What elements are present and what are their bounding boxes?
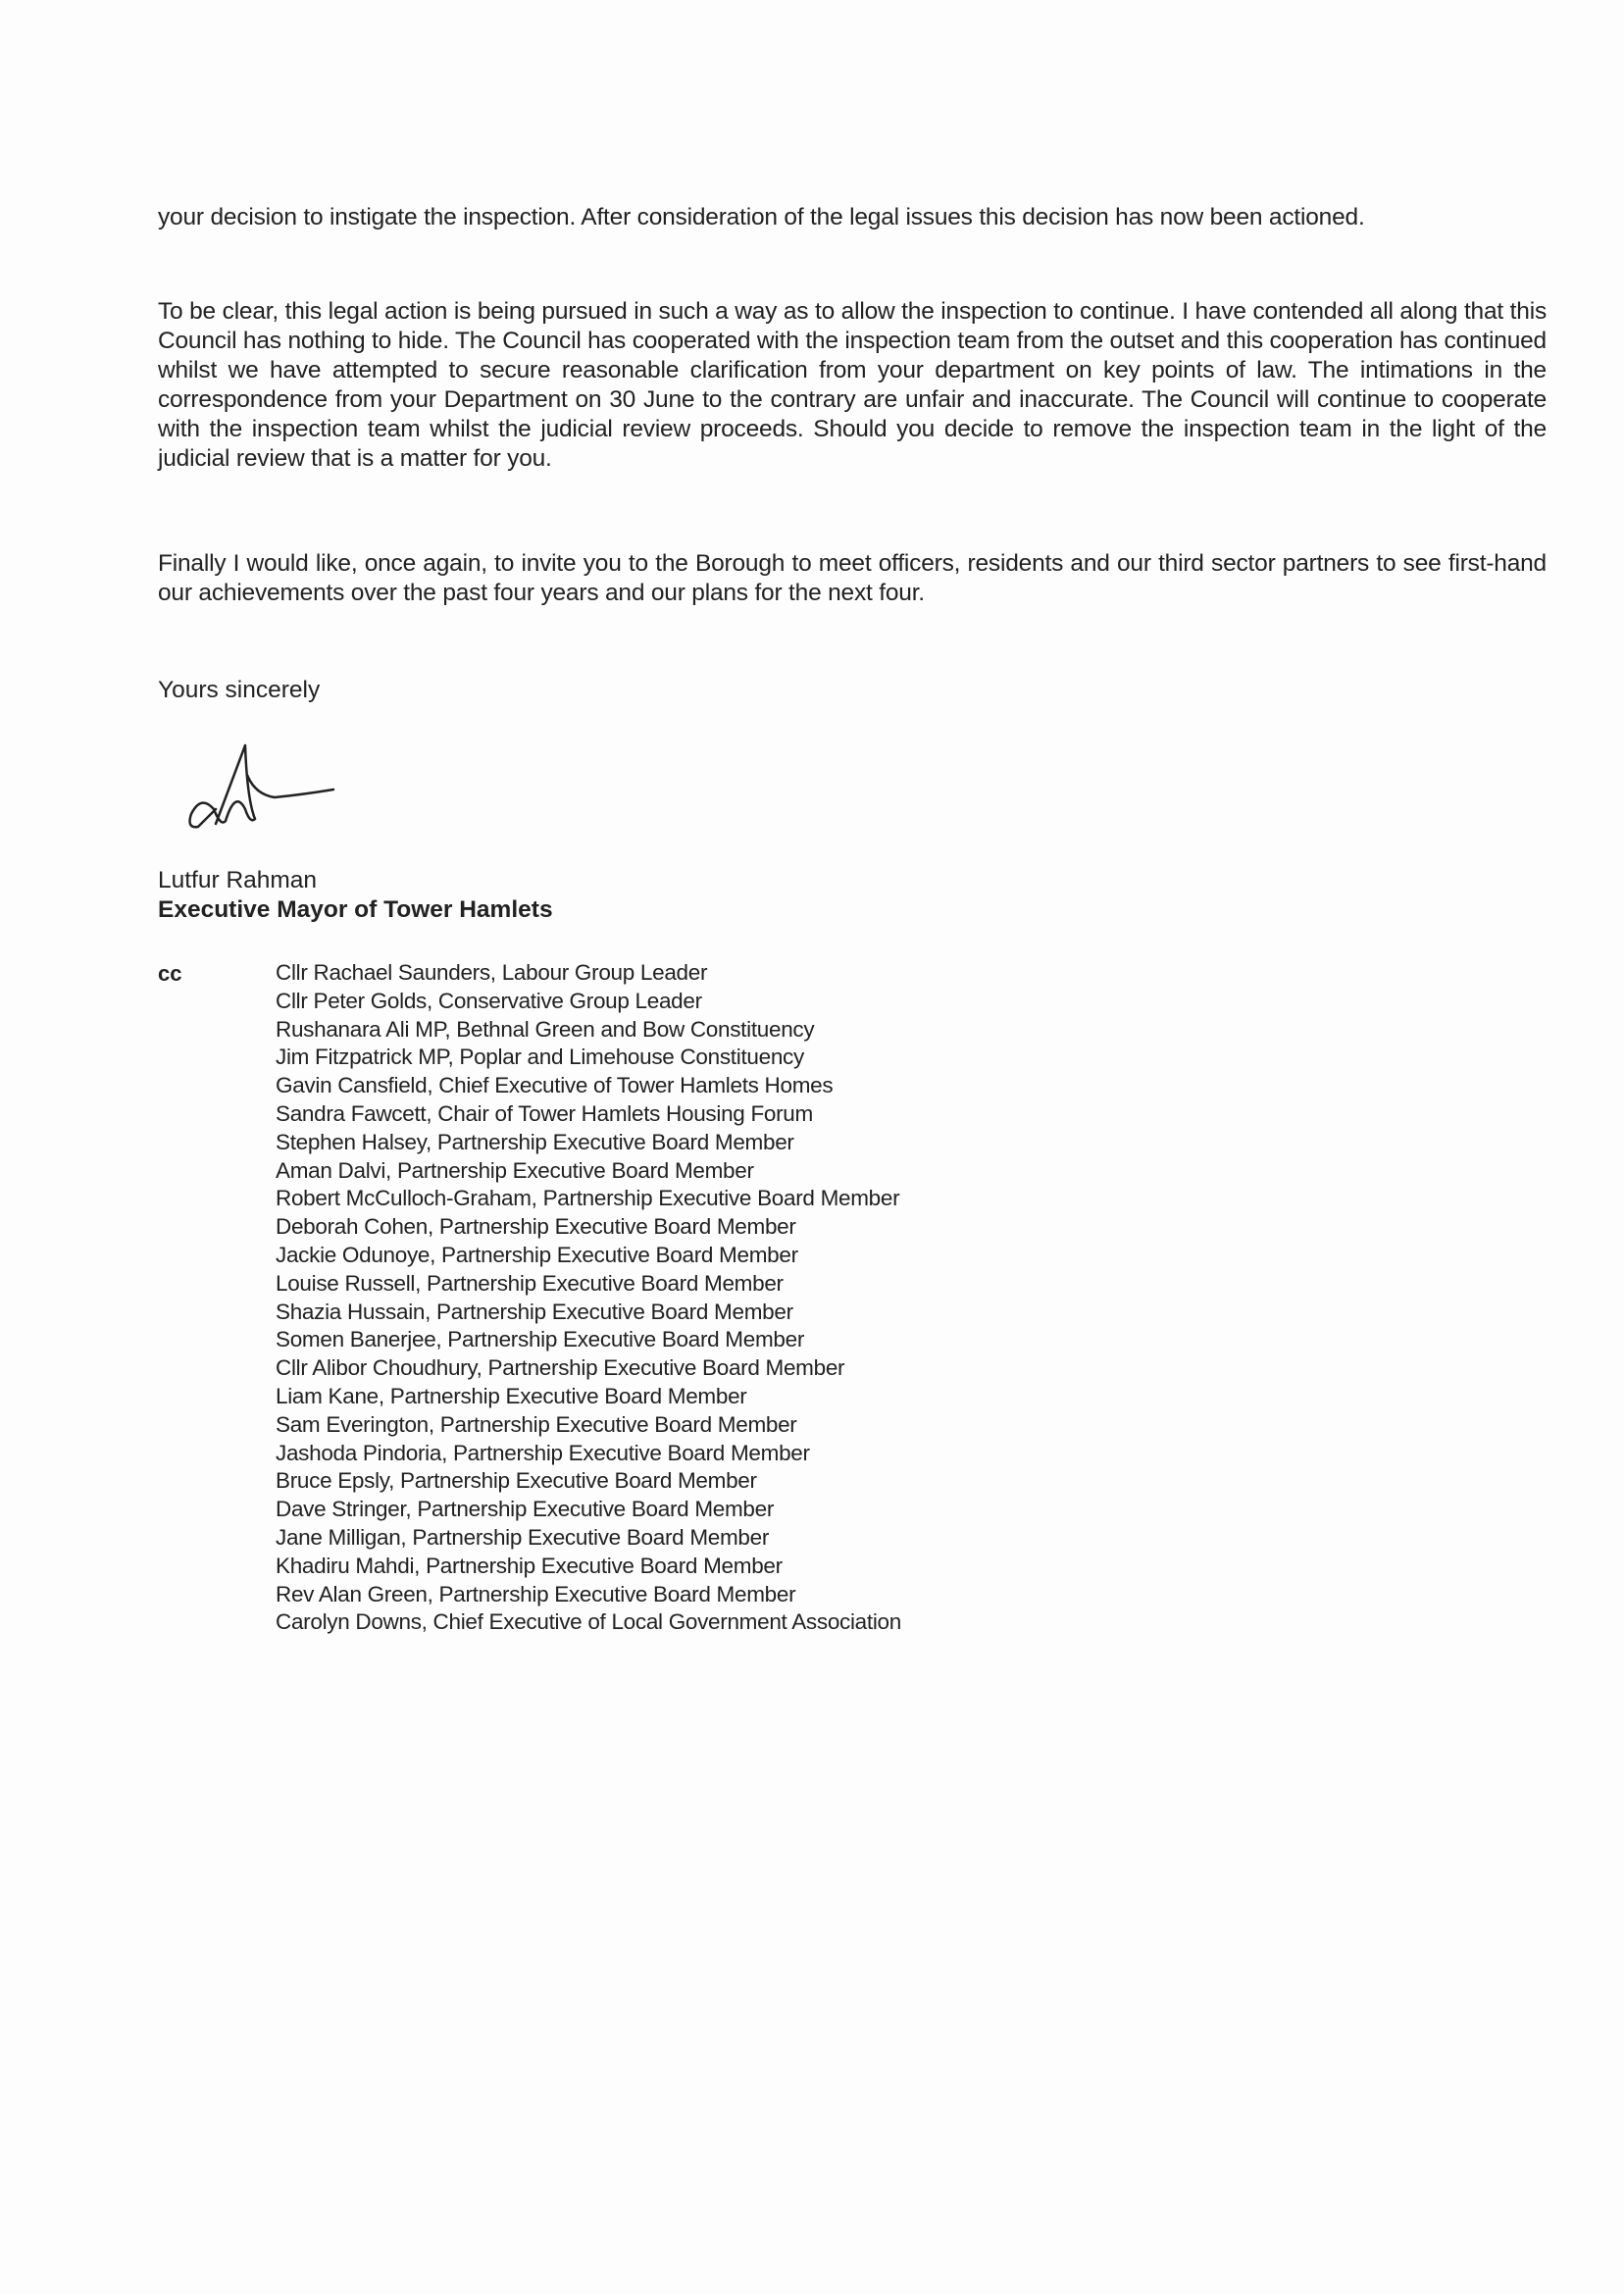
cc-recipient: Cllr Peter Golds, Conservative Group Leader — [276, 988, 702, 1013]
cc-recipient: Robert McCulloch-Graham, Partnership Executive Board Member — [276, 1186, 900, 1211]
cc-recipient: Rushanara Ali MP, Bethnal Green and Bow Constituency — [276, 1016, 815, 1042]
paragraph-legal-action: To be clear, this legal action is being pursued in such a way as to allow the inspection to continue. I have contended all along that this Council has nothing to hide. The Council has cooperated with the inspection team from the outset and this cooperation has continued whilst we have attempted to secure reasonable clarification from your department on key points of law. The intimations in the correspondence from your Department on 30 June to the contrary are unfair and inaccurate. The Council will continue to cooperate with the inspection team whilst the judicial review proceeds. Should you decide to remove the inspection team in the light of the judicial review that is a matter for you. — [158, 298, 1547, 472]
paragraph-decision: your decision to instigate the inspection. After consideration of the legal issues this decision has now been actioned. — [158, 204, 1365, 230]
cc-recipient: Shazia Hussain, Partnership Executive Board Member — [276, 1299, 793, 1324]
cc-recipient: Gavin Cansfield, Chief Executive of Tower Hamlets Homes — [276, 1073, 834, 1098]
cc-label: cc — [158, 961, 182, 986]
cc-recipient: Louise Russell, Partnership Executive Board Member — [276, 1270, 784, 1296]
cc-recipient: Aman Dalvi, Partnership Executive Board Member — [276, 1157, 754, 1183]
cc-recipient: Sandra Fawcett, Chair of Tower Hamlets Housing Forum — [276, 1100, 813, 1126]
cc-recipient: Sam Everington, Partnership Executive Board Member — [276, 1411, 797, 1437]
cc-recipient: Carolyn Downs, Chief Executive of Local Government Association — [276, 1609, 901, 1635]
cc-recipient: Cllr Rachael Saunders, Labour Group Leader — [276, 960, 708, 985]
cc-recipient: Bruce Epsly, Partnership Executive Board Member — [276, 1468, 757, 1494]
cc-recipient: Stephen Halsey, Partnership Executive Board Member — [276, 1129, 794, 1154]
cc-recipient: Deborah Cohen, Partnership Executive Board Member — [276, 1214, 796, 1240]
cc-recipient: Cllr Alibor Choudhury, Partnership Executive Board Member — [276, 1355, 845, 1381]
cc-recipient: Jim Fitzpatrick MP, Poplar and Limehouse Constituency — [276, 1045, 804, 1070]
cc-list — [276, 959, 901, 1637]
cc-recipient: Somen Banerjee, Partnership Executive Board Member — [276, 1327, 805, 1352]
paragraph-invitation: Finally I would like, once again, to invite you to the Borough to meet officers, residents and our third sector partners to see first-hand our achievements over the past four years and our plans for the next four. — [158, 550, 1547, 606]
cc-recipient: Dave Stringer, Partnership Executive Board Member — [276, 1497, 775, 1522]
cc-recipient: Jackie Odunoye, Partnership Executive Board Member — [276, 1242, 798, 1267]
cc-recipient: Khadiru Mahdi, Partnership Executive Board Member — [276, 1553, 783, 1578]
cc-recipient: Rev Alan Green, Partnership Executive Board Member — [276, 1581, 796, 1606]
cc-recipient: Jane Milligan, Partnership Executive Board Member — [276, 1524, 770, 1550]
signer-name: Lutfur Rahman — [158, 867, 318, 893]
signer-title: Executive Mayor of Tower Hamlets — [158, 896, 553, 923]
signature-icon — [177, 740, 353, 839]
closing-salutation: Yours sincerely — [158, 677, 321, 703]
cc-recipient: Jashoda Pindoria, Partnership Executive Board Member — [276, 1440, 810, 1465]
cc-recipient: Liam Kane, Partnership Executive Board Member — [276, 1383, 747, 1408]
